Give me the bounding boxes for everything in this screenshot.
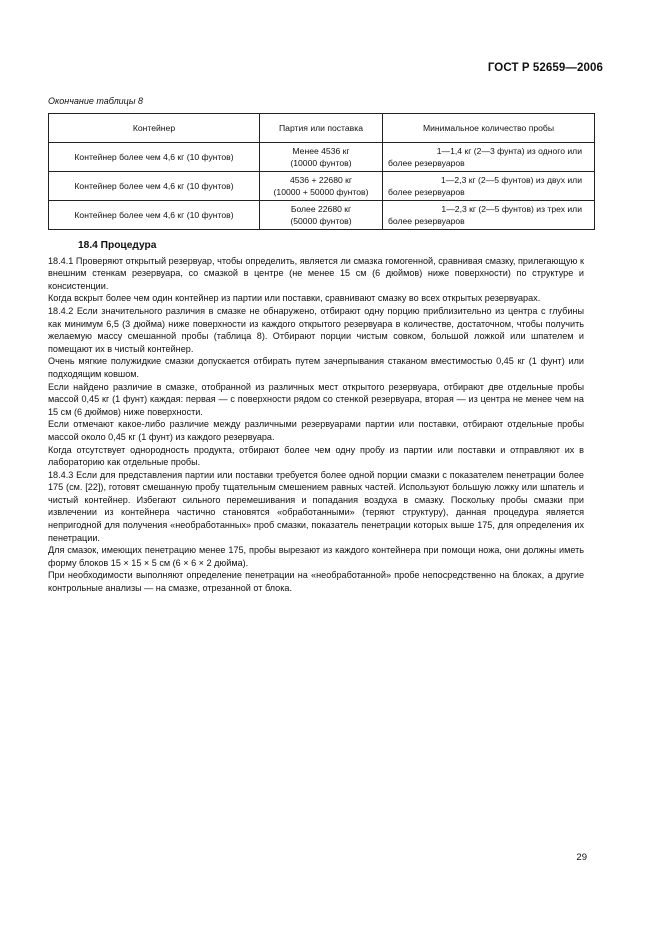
cell-min-line1: 1—2,3 кг (2—5 фунтов) из трех или [441,204,582,214]
cell-min-line2: более резервуаров [388,187,465,197]
cell-lot-line1: Более 22680 кг [290,204,352,214]
page-number: 29 [576,852,587,863]
paragraph: Если найдено различие в смазке, отобранной из различных мест открытого резервуара, отбирают две отдельные пробы массой 0,45 кг (1 фунт) каждая: первая — с поверхности рядом со стенкой резервуара, вторая — из центра не менее чем на 15 см (6 дюймов) ниже поверхности. [48,381,584,417]
paragraph: Очень мягкие полужидкие смазки допускается отбирать путем зачерпывания стаканом вместимостью 0,45 кг (1 фунт) или подходящим ковшом. [48,356,584,379]
paragraph: 18.4.3 Если для представления партии или поставки требуется более одной порции смазки с показателем пенетрации более 175 (см. [22]), готовят смешанную пробу тщательным смешением равных частей. Используют большую ложку или шпатель и чистый контейнер. Избегают сильного перемешивания и попадания воздуха в смазку. Поскольку пробы смазки при извлечении из контейнера частично становятся «обработанными» (теряют структуру), данная процедура является непригодной для получения «необработанных» проб смазки, показатель пенетрации которых выше 175, для определения их пенетрации. [48,469,584,543]
cell-container: Контейнер более чем 4,6 кг (10 фунтов) [49,172,260,201]
table-row [49,172,595,201]
paragraph: Когда отсутствует однородность продукта, отбирают более чем одну пробу из партии или поставки и отправляют их в лабораторию как отдельные пробы. [48,444,584,468]
sampling-table [48,113,595,230]
table-header-row [49,114,595,143]
paragraph: При необходимости выполняют определение пенетрации на «необработанной» пробе непосредственно на блоках, а другие контрольные анализы — на смазке, отрезанной от блока. [48,570,584,594]
cell-lot [260,172,383,201]
section-title: 18.4 Процедура [78,240,157,251]
procedure-section [48,240,584,595]
column-header-min-quantity: Минимальное количество пробы [383,114,595,143]
cell-min-line2: более резервуаров [388,216,465,226]
paragraph: 18.4.2 Если значительного различия в смазке не обнаружено, отбирают одну порцию приблизительно из центра с глубины как минимум 6,5 (3 дюйма) ниже поверхности из каждого открытого резервуара в количестве, достаточном, чтобы получить желаемую массу смешанной пробы (таблица 8). Отбирают порции чистым совком, большой ложкой или шпателем и помещают их в чистый контейнер. [48,305,584,354]
cell-lot [260,201,383,230]
cell-lot-line1: Менее 4536 кг [292,146,350,156]
cell-min-line1: 1—1,4 кг (2—3 фунта) из одного или [436,146,582,156]
cell-lot-line2: (10000 фунтов) [290,158,352,168]
cell-container: Контейнер более чем 4,6 кг (10 фунтов) [49,143,260,172]
column-header-lot: Партия или поставка [260,114,383,143]
cell-min-line2: более резервуаров [388,158,465,168]
cell-min-line1: 1—2,3 кг (2—5 фунтов) из двух или [441,175,582,185]
cell-min-quantity [383,172,595,201]
paragraph: Если отмечают какое-либо различие между различными резервуарами партии или поставки, отбирают отдельные пробы массой около 0,45 кг (1 фунт) из каждого резервуара. [48,419,584,442]
cell-container: Контейнер более чем 4,6 кг (10 фунтов) [49,201,260,230]
table-row [49,143,595,172]
table-row [49,201,595,230]
cell-min-quantity [383,201,595,230]
cell-lot-line2: (50000 фунтов) [290,216,352,226]
paragraph: 18.4.1 Проверяют открытый резервуар, чтобы определить, является ли смазка гомогенной, сравнивая смазку, прилегающую к внешним стенкам резервуара, со смазкой в центре (не менее 15 см (6 дюймов) ниже поверхности) по структуре и консистенции. [48,255,584,291]
document-header: ГОСТ Р 52659—2006 [487,62,603,74]
cell-lot [260,143,383,172]
cell-min-quantity [383,143,595,172]
column-header-container: Контейнер [49,114,260,143]
cell-lot-line2: (10000 + 50000 фунтов) [273,187,369,197]
paragraph: Когда вскрыт более чем один контейнер из партии или поставки, сравнивают смазку во всех открытых резервуарах. [48,293,541,304]
table-caption: Окончание таблицы 8 [48,96,143,106]
cell-lot-line1: 4536 + 22680 кг [289,175,353,185]
paragraph: Для смазок, имеющих пенетрацию менее 175, пробы вырезают из каждого контейнера при помощи ножа, они должны иметь форму блоков 15 × 15 × 5 см (6 × 6 × 2 дюйма). [48,545,584,568]
